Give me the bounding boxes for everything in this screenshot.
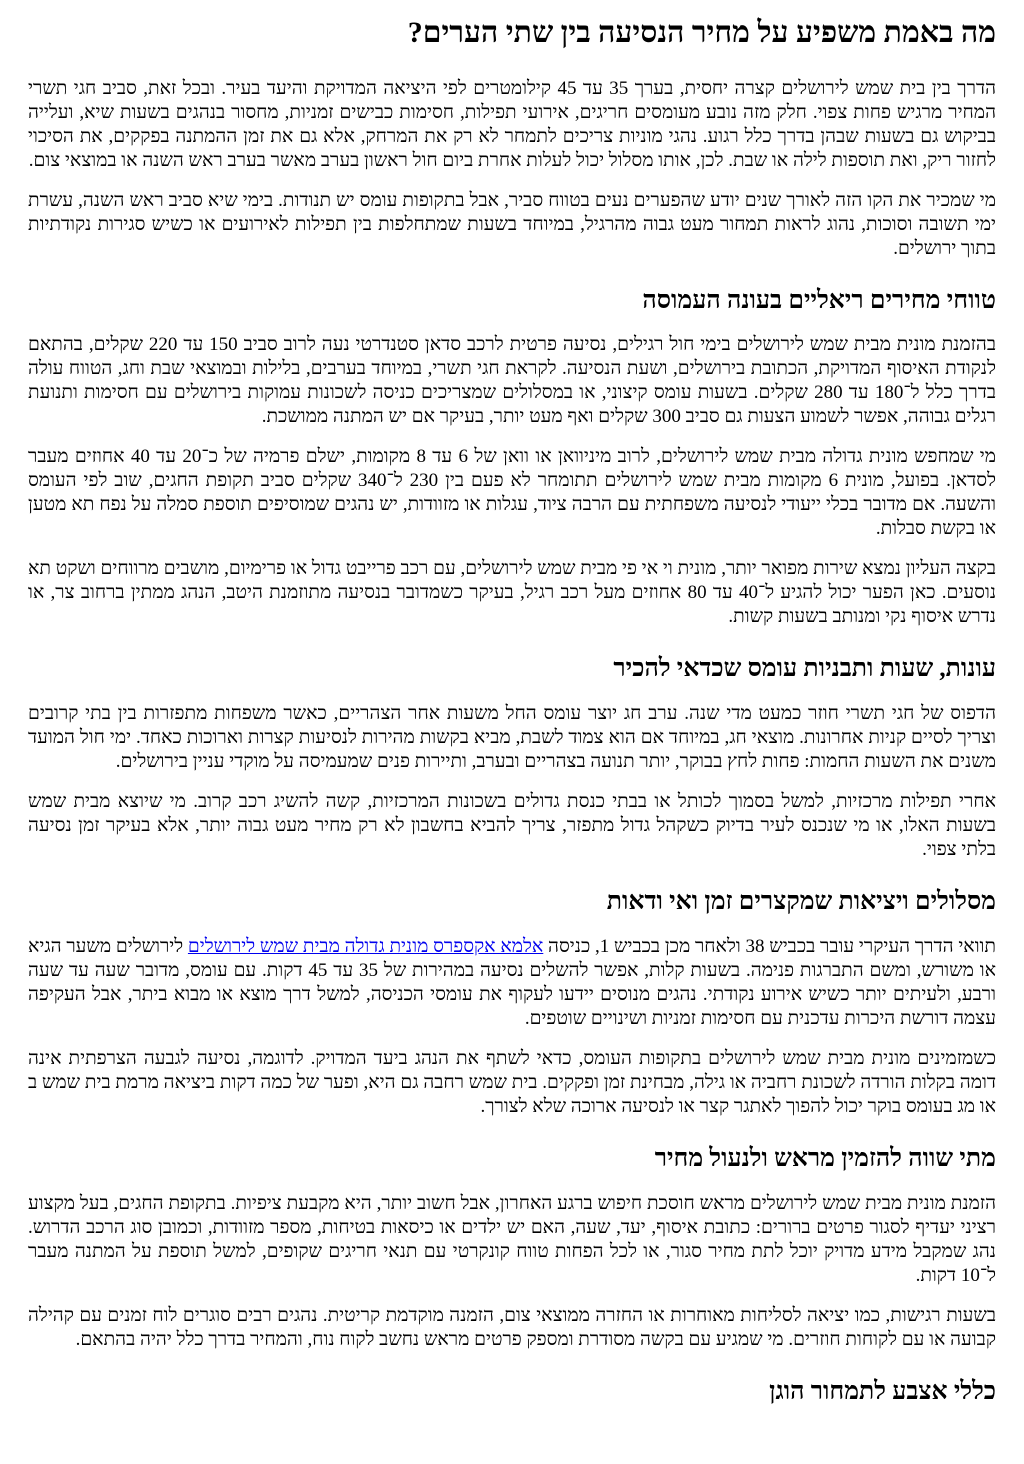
- seasons-paragraph-1: הדפוס של חגי תשרי חוזר כמעט מדי שנה. ערב חג יוצר עומס החל משעות אחר הצהריים, כאשר משפחות מתפזרות בין בתי קרובים וצריך לסיים קניות אחרונות. מוצאי חג, במיוחד אם הוא צמוד לשבת, מביא בקשות מהירות לנסיעות קצרות וארוכות כאחד. ימי חול המועד משנים את השעות החמות: פחות לחץ בבוקר, יותר תנועה בצהריים ובערב, ותיירות פנים שמעמיסה על מוקדי עניין בירושלים.: [28, 703, 996, 772]
- intro-paragraph-2: מי שמכיר את הקו הזה לאורך שנים יודע שהפערים נעים בטווח סביר, אבל בתקופות עומס יש תנודות. בימי שיא סביב ראש השנה, עשרת ימי תשובה וסוכות, נהוג לראות תמחור מעט גבוה מהרגיל, במיוחד בשעות שמתחלפות בין תפילות לאירועים או כשיש סגירות נקודתיות בתוך ירושלים.: [28, 189, 996, 259]
- routes-paragraph-with-link: [28, 935, 996, 1031]
- section-heading-price-ranges: טווחי מחירים ריאליים בעונה העמוסה: [642, 286, 996, 314]
- section-heading-seasons-load: עונות, שעות ותבניות עומס שכדאי להכיר: [613, 655, 996, 683]
- article-title: מה באמת משפיע על מחיר הנסיעה בין שתי הערים?: [407, 16, 996, 49]
- price-ranges-paragraph-2: מי שמחפש מונית גדולה מבית שמש לירושלים, לרוב מיניוואן או וואן של 6 עד 8 מקומות, ישלם פרמיה של כ־20 עד 40 אחוזים מעבר לסדאן. בפועל, מונית 6 מקומות מבית שמש לירושלים תתומחר לא פעם בין 230 ל־340 שקלים סביב תקופת החגים, שוב לפי העומס והשעה. אם מדובר בכלי ייעודי לנסיעה משפחתית עם הרבה ציוד, עגלות או מזוודות, יש נהגים שמוסיפים תוספת סמלה על נפח תא מטען או בקשת סבלות.: [28, 446, 997, 540]
- seasons-paragraph-2: אחרי תפילות מרכזיות, למשל בסמוך לכותל או בבתי כנסת גדולים בשכונות המרכזיות, קשה להשיג רכב קרוב. מי שיוצא מבית שמש בשעות האלו, או מי שנכנס לעיר בדיוק כשקהל גדול מתפזר, צריך להביא בחשבון לא רק מחיר מעט גבוה יותר, אלא בעיקר זמן נסיעה בלתי צפוי.: [28, 791, 996, 860]
- routes-paragraph-text-after-link: לירושלים משער הגיא או משורש, ומשם התברגות פנימה. בשעות קלות, אפשר להשלים נסיעה במהירות של 35 עד 45 דקות. עם עומס, מדובר שעה עד שעה ורבע, ולעיתים יותר כשיש אירוע נקודתי. נהגים מנוסים יידעו לעקוף את עומסי הכניסה, למשל דרך מוצא או מבוא ביתר, אבל העקיפה עצמה דורשת היכרות עדכנית עם חסימות זמניות ושינויים שוטפים.: [28, 935, 996, 1029]
- routes-paragraph-2: כשמזמינים מונית מבית שמש לירושלים בתקופות העומס, כדאי לשתף את הנהג ביעד המדויק. לדוגמה, נסיעה לגבעה הצרפתית אינה דומה בקלות הורדה לשכונת רחביה או גילה, מבחינת זמן ופקקים. בית שמש רחבה גם היא, ופער של כמה דקות ביציאה מרמת בית שמש ב או מג בעומס בוקר יכול להפוך לאתגר קצר או לנסיעה ארוכה שלא לצורך.: [28, 1047, 996, 1117]
- price-ranges-paragraph-1: בהזמנת מונית מבית שמש לירושלים בימי חול רגילים, נסיעה פרטית לרכב סדאן סטנדרטי נעה לרוב סביב 150 עד 220 שקלים, בהתאם לנקודת האיסוף המדויקת, הכתובת בירושלים, ושעת הנסיעה. לקראת חגי תשרי, במיוחד בערבים, בלילות ובמוצאי שבת וחג, הטווח עולה בדרך כלל ל־180 עד 280 שקלים. בשעות עומס קיצוני, או במסלולים שמצריכים כניסה לשכונות עמוקות בירושלים עם חסימות ותנועת רגלים גבוהה, אפשר לשמוע הצעות גם סביב 300 שקלים ואף מעט יותר, בעיקר אם יש המתנה ממושכת.: [28, 334, 997, 428]
- section-heading-fair-pricing-rules: כללי אצבע לתמחור הוגן: [769, 1377, 996, 1405]
- section-heading-advance-booking: מתי שווה להזמין מראש ולנעול מחיר: [654, 1144, 996, 1172]
- intro-paragraph-1: הדרך בין בית שמש לירושלים קצרה יחסית, בערך 35 עד 45 קילומטרים לפי היציאה המדויקת והיעד בעיר. ובכל זאת, סביב חגי תשרי המחיר מרגיש פחות צפוי. חלק מזה נובע מעומסים חריגים, אירועי תפילות, חסימות כבישים זמניות, מחסור בנהגים בשעות שיא, ועלייה בביקוש גם בשעות שבהן בדרך כלל רגוע. נהגי מוניות צריכים לתמחר לא רק את המרחק, אלא גם את זמן ההמתנה בפקקים, את הסיכוי לחזור ריק, ואת תוספות לילה או שבת. לכן, אותו מסלול יכול לעלות אחרת ביום חול ראשון בערב מאשר בערב ראש השנה או במוצאי צום.: [28, 77, 997, 171]
- alma-express-link[interactable]: אלמא אקספרס מונית גדולה מבית שמש לירושלים: [187, 935, 544, 957]
- section-heading-routes: מסלולים ויציאות שמקצרים זמן ואי ודאות: [606, 888, 996, 915]
- routes-paragraph-text-before-link: תוואי הדרך העיקרי עובר בכביש 38 ולאחר מכן בכביש 1, כניסה: [543, 935, 997, 957]
- advance-booking-paragraph-2: בשעות רגישות, כמו יציאה לסליחות מאוחרות או החזרה ממוצאי צום, הזמנה מוקדמת קריטית. נהגים רבים סוגרים לוח זמנים עם קהילה קבועה או עם לקוחות חוזרים. מי שמגיע עם בקשה מסודרת ומספק פרטים מראש נחשב לקוח נוח, והמחיר בדרך כלל יהיה בהתאם.: [28, 1304, 996, 1350]
- price-ranges-paragraph-3: בקצה העליון נמצא שירות מפואר יותר, מונית וי אי פי מבית שמש לירושלים, עם רכב פרייבט גדול או פרימיום, מושבים מרווחים ושקט תא נוסעים. כאן הפער יכול להגיע ל־40 עד 80 אחוזים מעל רכב רגיל, בעיקר כשמדובר בנסיעה מתוזמנת היטב, הנהג ממתין ברחוב צר, או נדרש איסוף נקי ומנותב בשעות קשות.: [28, 558, 996, 628]
- advance-booking-paragraph-1: הזמנת מונית מבית שמש לירושלים מראש חוסכת חיפוש ברגע האחרון, אבל חשוב יותר, היא מקבעת ציפיות. בתקופת החגים, בעל מקצוע רציני יעדיף לסגור פרטים ברורים: כתובת איסוף, יעד, שעה, האם יש ילדים או כיסאות בטיחות, מספר מזוודות, וכמובן סוג הרכב הדרוש. נהג שמקבל מידע מדויק יוכל לתת מחיר סגור, או לכל הפחות טווח קונקרטי עם תנאי חריגים שקופים, למשל תוספת על המתנה מעבר ל־10 דקות.: [28, 1192, 996, 1286]
